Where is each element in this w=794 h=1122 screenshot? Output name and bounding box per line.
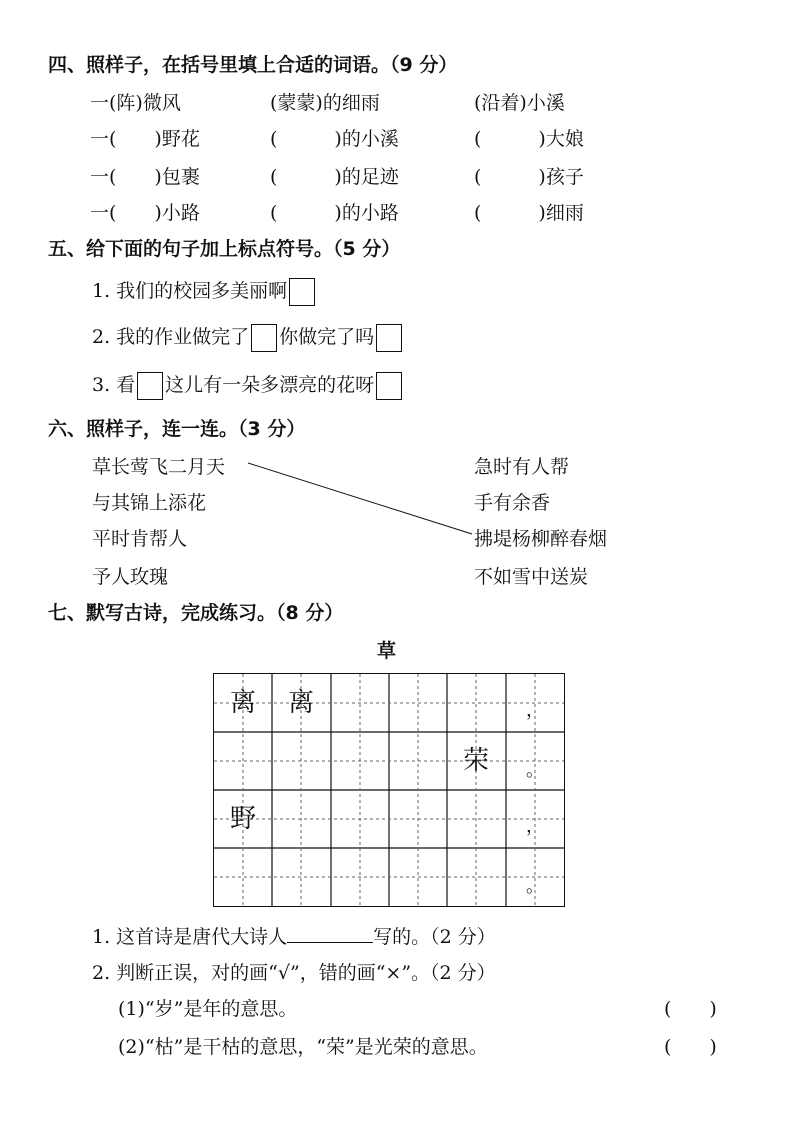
writing-grid[interactable] [213, 673, 565, 907]
match-right-item[interactable]: 手有余香 [474, 492, 551, 514]
period-mark: 。 [526, 760, 544, 781]
grid-char: 荣 [462, 746, 489, 776]
word-item: 一(阵)微风 [90, 92, 181, 114]
match-left-item[interactable]: 予人玫瑰 [92, 566, 169, 588]
word-item: ( )大娘 [474, 128, 584, 150]
answer-blank[interactable] [287, 924, 373, 943]
answer-paren[interactable]: ( ) [664, 998, 717, 1020]
question-2-1: (1)“岁”是年的意思。 [118, 998, 298, 1020]
comma-mark: ， [526, 816, 544, 837]
sentence-text: 你做完了吗 [279, 326, 375, 348]
period-mark: 。 [526, 876, 544, 897]
question-text: 写的。（2 分） [373, 926, 496, 948]
word-item: 一( )包裹 [90, 166, 200, 188]
word-item: ( )的小溪 [270, 128, 399, 150]
match-right-item[interactable]: 拂堤杨柳醉春烟 [474, 528, 608, 550]
match-left-item[interactable]: 草长莺飞二月天 [92, 456, 226, 478]
word-item: ( )的小路 [270, 202, 399, 224]
word-item: (蒙蒙)的细雨 [270, 92, 380, 114]
section6-title: 六、照样子，连一连。（3 分） [48, 418, 306, 440]
sentence-text: 1. 我们的校园多美丽啊 [92, 280, 288, 302]
word-item: (沿着)小溪 [474, 92, 565, 114]
word-item: ( )细雨 [474, 202, 584, 224]
section4-title: 四、照样子，在括号里填上合适的词语。（9 分） [48, 54, 458, 76]
grid-char: 离 [229, 688, 256, 718]
grid-char: 野 [229, 804, 256, 834]
word-item: 一( )野花 [90, 128, 200, 150]
answer-paren[interactable]: ( ) [664, 1036, 717, 1058]
grid-char: 离 [287, 688, 314, 718]
section7-title: 七、默写古诗，完成练习。（8 分） [48, 602, 344, 624]
match-right-item[interactable]: 急时有人帮 [474, 456, 570, 478]
word-item: ( )的足迹 [270, 166, 399, 188]
sentence-text: 3. 看 [92, 374, 136, 396]
comma-mark: ， [526, 700, 544, 721]
section5-title: 五、给下面的句子加上标点符号。（5 分） [48, 238, 401, 260]
question-1 [92, 922, 496, 949]
match-right-item[interactable]: 不如雪中送炭 [474, 566, 589, 588]
question-text: 1. 这首诗是唐代大诗人 [92, 926, 288, 948]
question-2: 2. 判断正误，对的画“√”，错的画“×”。（2 分） [92, 962, 496, 984]
word-item: ( )孩子 [474, 166, 584, 188]
match-left-item[interactable]: 平时肯帮人 [92, 528, 188, 550]
sentence-text: 这儿有一朵多漂亮的花呀 [165, 374, 375, 396]
poem-title: 草 [377, 640, 397, 662]
match-left-item[interactable]: 与其锦上添花 [92, 492, 207, 514]
word-item: 一( )小路 [90, 202, 200, 224]
sentence-text: 2. 我的作业做完了 [92, 326, 250, 348]
question-2-2: (2)“枯”是干枯的意思，“荣”是光荣的意思。 [118, 1036, 488, 1058]
